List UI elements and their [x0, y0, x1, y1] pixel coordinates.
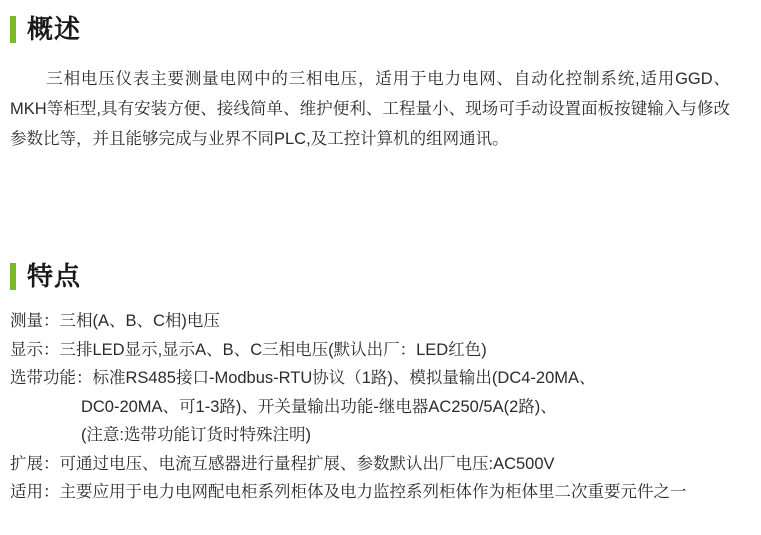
overview-section-heading: [10, 15, 81, 43]
features-section-heading: [10, 262, 81, 290]
feature-value: 可通过电压、电流互感器进行量程扩展、参数默认出厂电压:AC500V: [59, 454, 555, 473]
feature-label: 测量：: [10, 312, 60, 330]
list-item: [10, 364, 740, 393]
feature-value: 标准RS485接口-Modbus-RTU协议（1路)、模拟量输出(DC4-20MA、: [92, 369, 596, 387]
features-list: [10, 307, 740, 507]
list-item-continuation: [10, 393, 740, 422]
features-heading-label: 特点: [27, 261, 82, 291]
list-item: [10, 450, 740, 479]
feature-label: 扩展：: [10, 454, 60, 473]
accent-bar-icon: [10, 263, 16, 290]
feature-value: 主要应用于电力电网配电柜系列柜体及电力监控系列柜体作为柜体里二次重要元件之一: [59, 483, 687, 501]
feature-value: (注意:选带功能订货时特殊注明): [80, 426, 312, 444]
feature-value: 三排LED显示,显示A、B、C三相电压(默认出厂：LED红色): [59, 340, 487, 359]
feature-value: 三相(A、B、C相)电压: [59, 312, 220, 330]
accent-bar-icon: [10, 16, 16, 43]
feature-label: 选带功能：: [10, 369, 93, 387]
feature-label: 适用：: [10, 483, 60, 501]
overview-heading-label: 概述: [27, 14, 82, 44]
feature-value: DC0-20MA、可1-3路)、开关量输出功能-继电器AC250/5A(2路)、: [80, 397, 557, 416]
list-item: [10, 478, 740, 507]
list-item-continuation: [10, 421, 740, 450]
feature-label: 显示：: [10, 340, 60, 359]
list-item: [10, 307, 740, 336]
list-item: [10, 336, 740, 365]
overview-paragraph: 三相电压仪表主要测量电网中的三相电压，适用于电力电网、自动化控制系统,适用GGD、MKH等柜型,具有安装方便、接线简单、维护便利、工程量小、现场可手动设置面板按键输入与修改参数比等，并且能够完成与业界不同PLC,及工控计算机的组网通讯。: [10, 70, 730, 148]
overview-paragraph-block: [10, 64, 730, 154]
